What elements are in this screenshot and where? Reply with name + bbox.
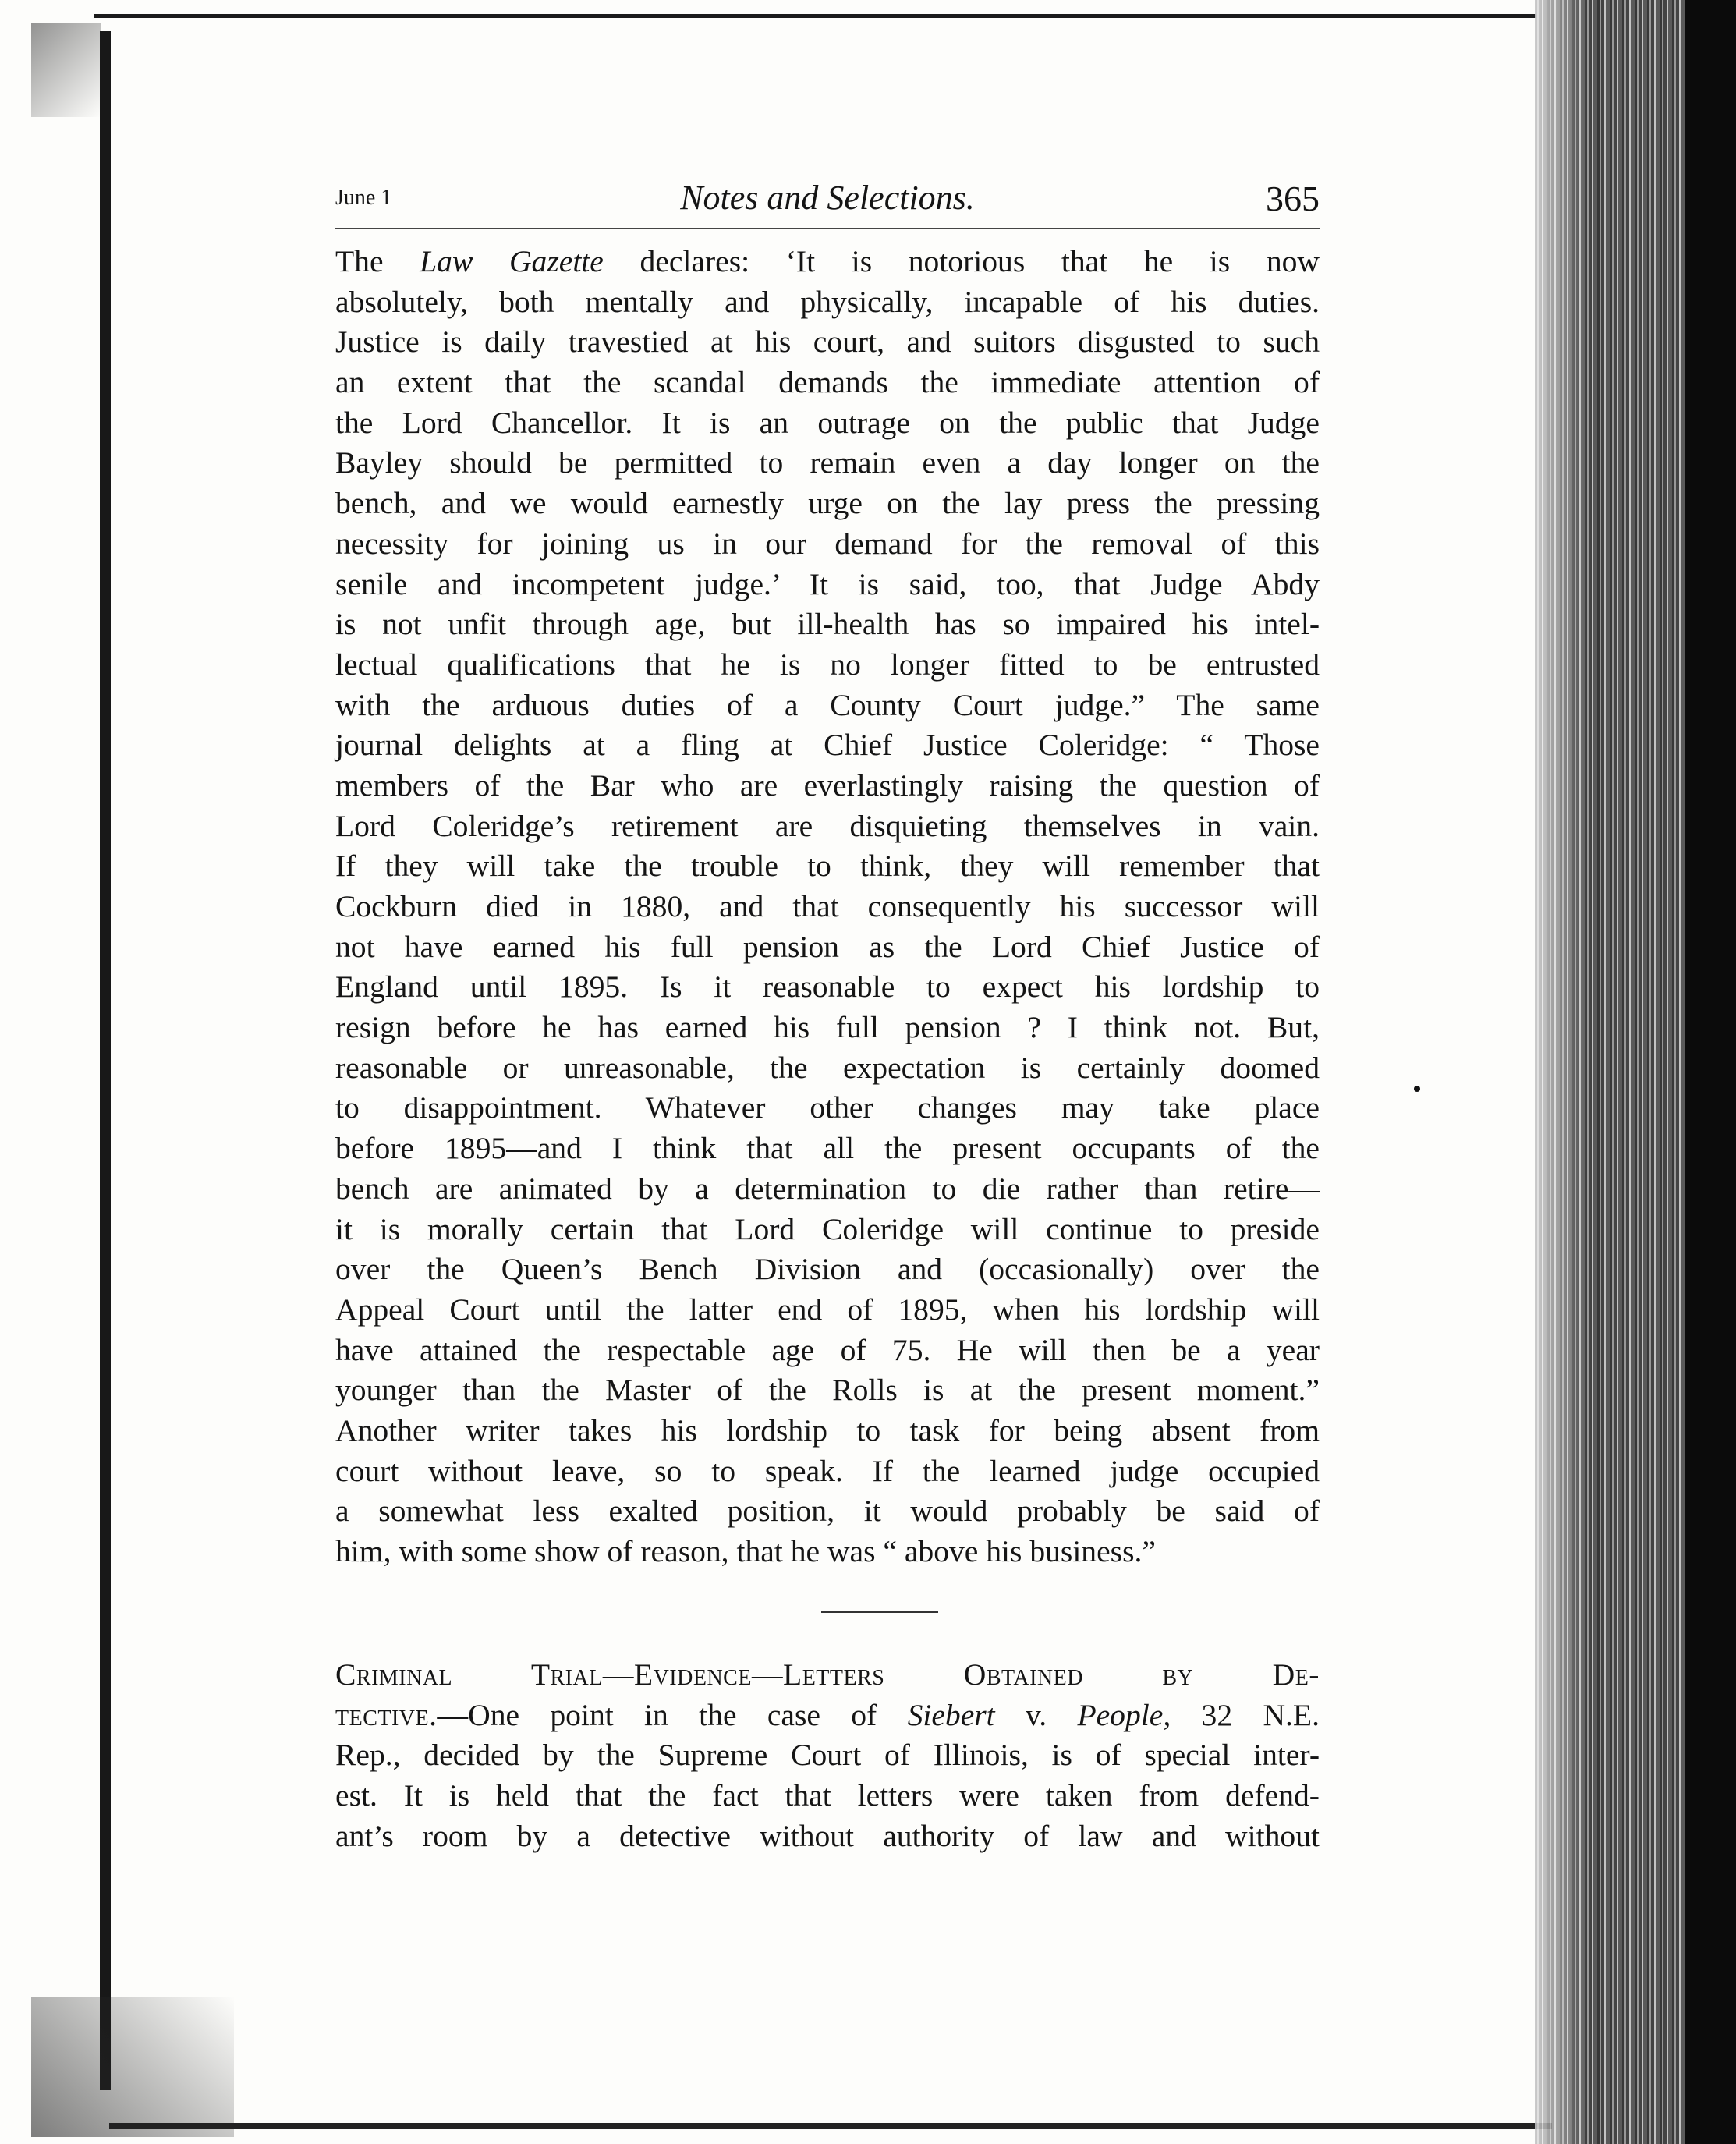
page-header	[335, 178, 1320, 225]
text-span: have attained the respectable age of 75. He will then be a year	[335, 1332, 1320, 1367]
text-line	[335, 1048, 1320, 1089]
text-line	[335, 604, 1320, 645]
text-line	[335, 686, 1320, 726]
book-edge	[1685, 0, 1736, 2144]
article-criminal-trial	[335, 1655, 1320, 1856]
text-line	[335, 1451, 1320, 1492]
text-span: bench are animated by a determination to die rather than retire—	[335, 1171, 1320, 1206]
ink-speck	[1414, 1086, 1420, 1092]
text-span: The	[335, 244, 420, 278]
text-span: over the Queen’s Bench Division and (occasionally) over the	[335, 1252, 1320, 1287]
text-line	[335, 806, 1320, 847]
text-line	[335, 1088, 1320, 1129]
section-heading: Criminal Trial—Evidence—Letters Obtained by De-	[335, 1657, 1320, 1692]
text-span: senile and incompetent judge.’ It is said, too, that Judge Abdy	[335, 566, 1320, 601]
text-span: is not unfit through age, but ill-health has so impaired his intel-	[335, 607, 1320, 642]
page-title: Notes and Selections.	[680, 179, 975, 217]
text-span: England until 1895. Is it reasonable to expect his lordship to	[335, 969, 1320, 1005]
text-line	[335, 1696, 1320, 1736]
header-rule	[335, 228, 1320, 229]
text-span: with the arduous duties of a County Court judge.” The same	[335, 687, 1320, 722]
text-span: Justice is daily travestied at his court, and suitors disgusted to such	[335, 324, 1320, 360]
text-span: the Lord Chancellor. It is an outrage on the public that Judge	[335, 405, 1320, 440]
page-bottom-edge	[109, 2123, 1552, 2129]
text-span: members of the Bar who are everlastingly raising the question of	[335, 767, 1320, 803]
text-line: Rep., decided by the Supreme Court of Illinois, is of special inter-	[335, 1738, 1320, 1773]
text-line	[335, 1331, 1320, 1371]
text-line	[335, 1370, 1320, 1411]
text-span: Appeal Court until the latter end of 1895, when his lordship will	[335, 1292, 1320, 1327]
text-line	[335, 282, 1320, 323]
text-span: journal delights at a fling at Chief Justice Coleridge: “ Those	[335, 728, 1320, 763]
text-line	[335, 927, 1320, 968]
text-span: necessity for joining us in our demand for the removal of this	[335, 526, 1320, 561]
text-span: Another writer takes his lordship to task for being absent from	[335, 1412, 1320, 1448]
text-line: est. It is held that the fact that letters were taken from defend-	[335, 1778, 1320, 1813]
text-line	[335, 1008, 1320, 1048]
text-line	[335, 1249, 1320, 1290]
text-line	[335, 443, 1320, 484]
section-divider	[821, 1611, 938, 1613]
text-span: reasonable or unreasonable, the expectation is certainly doomed	[335, 1050, 1320, 1085]
case-name: People,	[1077, 1697, 1171, 1732]
text-line	[335, 1290, 1320, 1331]
text-span: absolutely, both mentally and physically, incapable of his duties.	[335, 284, 1320, 319]
text-span: bench, and we would earnestly urge on the lay press the pressing	[335, 486, 1320, 521]
text-line	[335, 524, 1320, 565]
text-line	[335, 1129, 1320, 1169]
text-line	[335, 403, 1320, 444]
text-span: younger than the Master of the Rolls is at the present moment.”	[335, 1373, 1320, 1408]
text-line	[335, 967, 1320, 1008]
text-line	[335, 645, 1320, 686]
text-span: lectual qualifications that he is no longer fitted to be entrusted	[335, 647, 1320, 682]
text-span: it is morally certain that Lord Coleridge will continue to preside	[335, 1211, 1320, 1246]
text-span: 32 N.E.	[1171, 1697, 1320, 1732]
text-line	[335, 766, 1320, 806]
case-name: Siebert	[907, 1697, 995, 1732]
text-line	[335, 1169, 1320, 1210]
text-line	[335, 1655, 1320, 1696]
text-line	[335, 565, 1320, 605]
text-span: not have earned his full pension as the Lord Chief Justice of	[335, 929, 1320, 964]
text-line	[335, 1210, 1320, 1250]
text-span: v.	[994, 1697, 1078, 1732]
text-line	[335, 322, 1320, 363]
text-span: declares: ‘It is notorious that he is now	[603, 244, 1320, 278]
text-line	[335, 846, 1320, 887]
text-line	[335, 725, 1320, 766]
text-line	[335, 363, 1320, 403]
text-span: before 1895—and I think that all the present occupants of the	[335, 1131, 1320, 1166]
text-line	[335, 1411, 1320, 1451]
text-span: If they will take the trouble to think, they will remember that	[335, 849, 1320, 884]
scan-shadow-bottom-left	[31, 1997, 234, 2137]
text-line	[335, 484, 1320, 524]
text-span: an extent that the scandal demands the immediate attention of	[335, 365, 1320, 400]
running-head: June 1	[335, 186, 392, 210]
text-span: Lord Coleridge’s retirement are disquieting themselves in vain.	[335, 808, 1320, 843]
page-left-edge	[100, 31, 111, 2090]
text-span: him, with some show of reason, that he was “ above his business.”	[335, 1534, 1156, 1568]
text-span: Bayley should be permitted to remain even a day longer on the	[335, 445, 1320, 480]
scan-shadow-top-left	[31, 23, 101, 117]
text-line	[335, 1491, 1320, 1532]
text-line	[335, 1532, 1320, 1572]
text-line	[335, 887, 1320, 927]
section-heading-cont: tective.	[335, 1697, 438, 1732]
text-span: Cockburn died in 1880, and that consequently his successor will	[335, 889, 1320, 923]
page-top-edge	[94, 14, 1536, 18]
text-span: resign before he has earned his full pension ? I think not. But,	[335, 1010, 1320, 1045]
text-line: ant’s room by a detective without authority of law and without	[335, 1818, 1320, 1853]
page-number: 365	[1266, 179, 1320, 218]
article-body	[335, 242, 1320, 1572]
text-span: —One point in the case of	[437, 1697, 908, 1732]
publication-name: Law Gazette	[420, 244, 604, 278]
text-span: to disappointment. Whatever other changes may take place	[335, 1090, 1320, 1125]
text-span: a somewhat less exalted position, it would probably be said of	[335, 1494, 1320, 1529]
text-span: court without leave, so to speak. If the learned judge occupied	[335, 1453, 1320, 1488]
text-line	[335, 242, 1320, 282]
